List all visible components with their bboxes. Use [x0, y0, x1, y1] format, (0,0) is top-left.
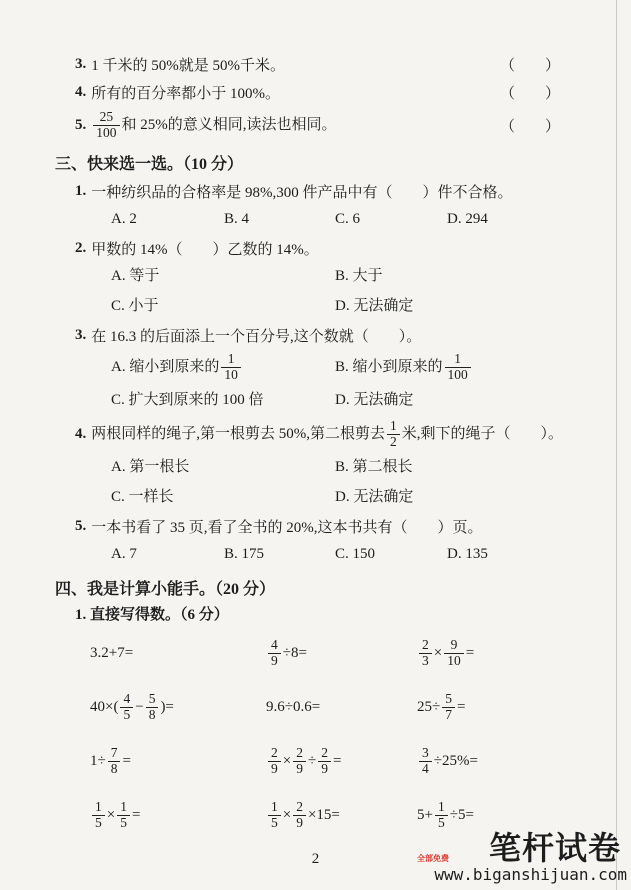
question-stem — [75, 238, 591, 259]
watermark — [415, 832, 627, 884]
fraction: $\frac{25}{100}$ — [93, 110, 119, 141]
question-number: 3. — [75, 326, 87, 343]
fraction: $\frac{4}{9}$ — [268, 638, 281, 669]
question-text: 一本书看了 35 页,看了全书的 20%,这本书共有（ ）页。 — [91, 520, 483, 537]
option-row — [111, 543, 591, 566]
calc-expression: $\frac{3}{4}$ ÷25%= — [417, 740, 591, 782]
fraction: $\frac{2}{9}$ — [268, 746, 281, 777]
fraction: $\frac{7}{8}$ — [108, 746, 121, 777]
fraction: $\frac{2}{3}$ — [419, 638, 432, 669]
scan-edge-line — [616, 0, 617, 890]
option-b: B. 缩小到原来的 $\frac{1}{100}$ — [335, 352, 591, 383]
calc-expression: $\frac{1}{5}$ × $\frac{1}{5}$ = — [90, 794, 266, 836]
question-number: 3. — [75, 56, 87, 72]
calc-expression: $\frac{2}{9}$ × $\frac{2}{9}$ ÷ $\frac{2}{9}$ = — [266, 740, 417, 782]
fraction: $\frac{9}{10}$ — [444, 638, 464, 669]
calc-expression: 5+ $\frac{1}{5}$ ÷5= — [417, 798, 474, 830]
calculation-grid — [90, 632, 591, 836]
fraction: $\frac{1}{2}$ — [387, 419, 400, 450]
fraction: $\frac{1}{5}$ — [92, 800, 105, 831]
calc-expression: $\frac{4}{9}$ ÷8= — [266, 632, 417, 674]
section-title-calculation: 四、我是计算小能手。（20 分） — [55, 581, 276, 599]
fraction: $\frac{1}{5}$ — [117, 800, 130, 831]
fraction: $\frac{3}{4}$ — [419, 746, 432, 777]
option-a: A. 2 — [111, 210, 137, 227]
page-number: 2 — [311, 851, 320, 867]
calc-expression: 25÷ $\frac{5}{7}$ = — [417, 690, 466, 722]
question-text: 在 16.3 的后面添上一个百分号,这个数就（ ）。 — [91, 328, 422, 345]
option-row — [111, 208, 591, 231]
option-d: D. 294 — [447, 210, 488, 227]
true-false-item — [55, 110, 591, 141]
option-a: A. 缩小到原来的 $\frac{1}{10}$ — [111, 352, 335, 383]
question-stem — [75, 325, 591, 346]
fraction: $\frac{1}{10}$ — [221, 352, 241, 383]
option-b: B. 175 — [224, 546, 265, 563]
option-a: A. 7 — [111, 546, 137, 563]
question-number: 1. — [75, 182, 87, 199]
option-a: A. 等于 — [111, 267, 160, 284]
option-b: B. 4 — [224, 210, 250, 227]
calc-expression: $\frac{1}{5}$ × $\frac{2}{9}$ ×15= — [266, 794, 417, 836]
question-number: 2. — [75, 239, 87, 256]
answer-brackets: （ ） — [499, 86, 560, 102]
option-d: D. 135 — [447, 546, 488, 563]
option-c: C. 小于 — [111, 297, 159, 314]
watermark-free-label: 全部免费 — [417, 854, 449, 863]
fraction: $\frac{5}{7}$ — [442, 692, 455, 723]
option-c: C. 6 — [335, 210, 361, 227]
option-d: D. 无法确定 — [335, 392, 414, 409]
answer-brackets: （ ） — [499, 58, 560, 74]
fraction: $\frac{1}{100}$ — [445, 352, 471, 383]
question-number: 5. — [75, 518, 87, 535]
option-b: B. 第二根长 — [335, 459, 413, 476]
option-d: D. 无法确定 — [335, 489, 414, 506]
question-text: 甲数的 14%（ ）乙数的 14%。 — [91, 241, 319, 258]
true-false-item — [55, 82, 591, 103]
question-text: 一种纺织品的合格率是 98%,300 件产品中有（ ）件不合格。 — [91, 184, 513, 201]
question-stem — [75, 419, 591, 450]
question-text: 两根同样的绳子,第一根剪去 50%,第二根剪去 $\frac{1}{2}$ 米,剩下的绳子（ ）。 — [91, 418, 564, 450]
option-a: A. 第一根长 — [111, 459, 190, 476]
choice-question — [55, 419, 591, 509]
option-grid — [111, 265, 591, 318]
fraction: $\frac{1}{5}$ — [435, 800, 448, 831]
true-false-item — [55, 54, 591, 75]
answer-brackets: （ ） — [499, 118, 560, 135]
choice-question — [55, 238, 591, 318]
fraction: $\frac{2}{9}$ — [293, 800, 306, 831]
choice-question — [55, 181, 591, 231]
fraction: $\frac{2}{9}$ — [293, 746, 306, 777]
question-text: $\frac{25}{100}$ 和 25%的意义相同,读法也相同。 — [91, 110, 500, 141]
option-grid — [111, 352, 591, 413]
question-number: 4. — [75, 426, 87, 443]
watermark-brand: 笔杆试卷 — [488, 830, 621, 867]
option-c: C. 150 — [335, 546, 376, 563]
subsection-title-direct-answer: 1. 直接写得数。（6 分） — [75, 607, 229, 624]
fraction: $\frac{5}{8}$ — [146, 692, 159, 723]
watermark-url: www.biganshijuan.com — [434, 864, 627, 884]
question-text: 1 千米的 50%就是 50%千米。 — [91, 58, 285, 74]
question-number: 4. — [75, 84, 87, 100]
question-number: 5. — [75, 116, 87, 133]
choice-question — [55, 516, 591, 566]
fraction: $\frac{1}{5}$ — [268, 800, 281, 831]
calc-expression: 3.2+7= — [90, 644, 134, 661]
option-c: C. 扩大到原来的 100 倍 — [111, 392, 264, 409]
fraction: $\frac{2}{9}$ — [318, 746, 331, 777]
question-stem — [75, 516, 591, 537]
option-c: C. 一样长 — [111, 489, 174, 506]
calc-expression: $\frac{2}{3}$ × $\frac{9}{10}$ = — [417, 632, 591, 674]
choice-question — [55, 325, 591, 413]
option-d: D. 无法确定 — [335, 297, 414, 314]
question-stem — [75, 181, 591, 202]
calc-expression: 1÷ $\frac{7}{8}$ = — [90, 744, 131, 776]
calc-expression: 40×( $\frac{4}{5}$ − $\frac{5}{8}$ )= — [90, 690, 174, 722]
option-b: B. 大于 — [335, 267, 383, 284]
calc-expression: 9.6÷0.6= — [266, 698, 321, 715]
section-title-choose: 三、快来选一选。（10 分） — [55, 155, 244, 173]
option-grid — [111, 456, 591, 509]
fraction: $\frac{4}{5}$ — [120, 692, 133, 723]
question-text: 所有的百分率都小于 100%。 — [91, 86, 280, 102]
